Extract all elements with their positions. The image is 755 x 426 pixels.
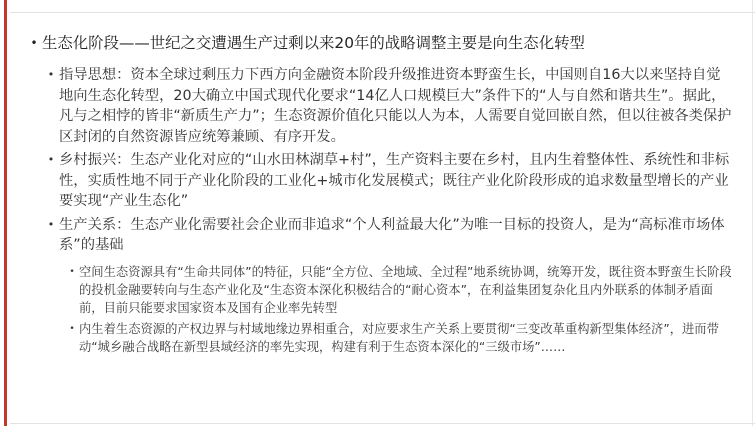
- slide-content: [26, 33, 734, 357]
- slide-accent-line: [4, 0, 7, 426]
- bullet-icon: •: [47, 217, 55, 231]
- bullet-icon: •: [47, 68, 55, 81]
- bullet-icon: •: [30, 36, 38, 50]
- bottom-divider: [10, 423, 755, 424]
- list-item: [65, 263, 734, 318]
- subpoint-spatial-resources: 空间生态资源具有“生命共同体”的特征，只能“全方位、全地域、全过程”地系统协调，统筹开发，既往资本野蛮生长阶段的投机金融要转向与生态产业化及“生态资本深化积极结合的“耐心资本”，在利益集团复杂化且内外联系的体制矛盾面前，目前只能要求国家资本及国有企业率先转型: [79, 264, 732, 316]
- point-guiding-ideology: 指导思想：资本全球过剩压力下西方向金融资本阶段升级推进资本野蛮生长，中国则自16大以来坚持自觉地向生态化转型，20大确立中国式现代化要求“14亿人口规模巨大”条件下的“人与自然和谐共生”。据此，凡与之相悖的皆非“新质生产力”；生态资源价值化只能以人为本，人需要自觉回嵌自然，但以往被各类保护区封闭的自然资源皆应统筹兼顾、有序开发。: [59, 67, 732, 145]
- list-item: [65, 320, 734, 357]
- bullet-icon: •: [69, 266, 75, 277]
- point-production-relations: 生产关系：生态产业化需要社会企业而非追求“个人利益最大化”为唯一目标的投资人，是为“高标准市场体系”的基础: [59, 216, 725, 253]
- top-divider: [10, 12, 755, 13]
- slide-heading: 生态化阶段——世纪之交遭遇生产过剩以来20年的战略调整主要是向生态化转型: [42, 34, 585, 52]
- bullet-icon: •: [69, 323, 75, 334]
- right-border: [752, 0, 753, 426]
- heading-item: [26, 33, 734, 54]
- list-item: [43, 65, 734, 147]
- subpoint-property-boundaries: 内生着生态资源的产权边界与村域地缘边界相重合，对应要求生产关系上要贯彻“三变改革重构新型集体经济”，进而带动“城乡融合战略在新型县域经济的率先实现，构建有利于生态资本深化的“三级市场”……: [79, 321, 719, 355]
- list-item: [43, 215, 734, 256]
- list-item: [43, 150, 734, 212]
- bullet-icon: •: [47, 153, 55, 166]
- point-rural-revitalization: 乡村振兴：生态产业化对应的“山水田林湖草+村”，生产资料主要在乡村，且内生着整体性、系统性和非标性，实质性地不同于产业化阶段的工业化+城市化发展模式；既往产业化阶段形成的追求数量型增长的产业要实现“产业生态化”: [59, 152, 730, 209]
